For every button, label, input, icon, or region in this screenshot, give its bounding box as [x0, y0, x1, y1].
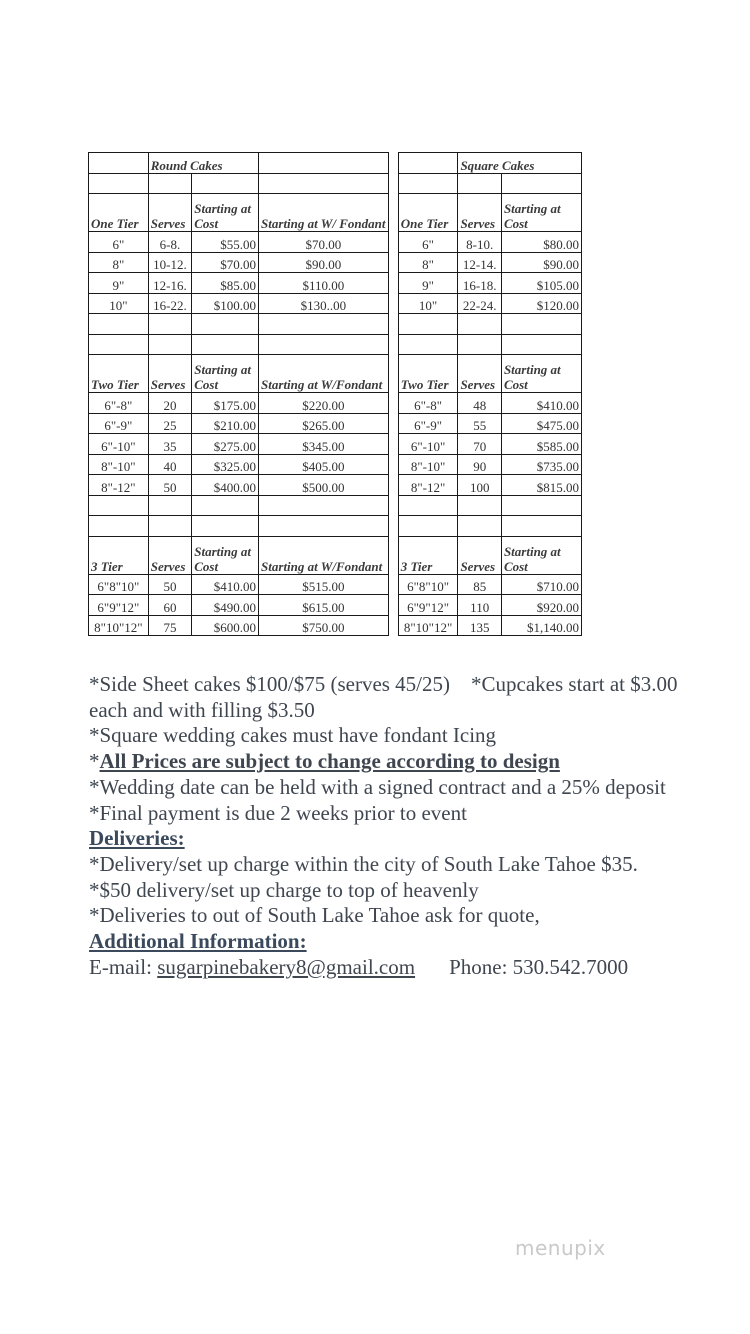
empty-cell	[458, 173, 502, 194]
table-cell: 70	[458, 434, 502, 455]
table-cell: $85.00	[192, 273, 259, 294]
empty-cell	[501, 173, 581, 194]
table-cell: 50	[148, 574, 192, 595]
table-cell: $710.00	[501, 574, 581, 595]
table-cell: $345.00	[259, 434, 389, 455]
empty-cell	[89, 314, 149, 335]
table-row	[89, 413, 582, 434]
column-header: 3 Tier	[398, 536, 458, 574]
additional-info-heading: Additional Information:	[89, 929, 307, 954]
table-cell: $920.00	[501, 595, 581, 616]
table-cell: 100	[458, 475, 502, 496]
table-cell: $265.00	[259, 413, 389, 434]
table-cell: 6"8"10"	[89, 574, 149, 595]
email-link[interactable]: sugarpinebakery8@gmail.com	[157, 954, 416, 979]
table-cell: 6"-8"	[89, 393, 149, 414]
table-cell: 8-10.	[458, 232, 502, 253]
table-cell: 8"-12"	[89, 475, 149, 496]
empty-cell	[458, 495, 502, 516]
table-cell: 6"-10"	[398, 434, 458, 455]
column-gap	[388, 536, 398, 574]
table-cell: $110.00	[259, 273, 389, 294]
table-cell: 6"9"12"	[89, 595, 149, 616]
column-gap	[388, 413, 398, 434]
empty-cell	[398, 153, 458, 174]
table-cell: 110	[458, 595, 502, 616]
column-header: Serves	[458, 194, 502, 232]
column-gap	[388, 516, 398, 537]
table-cell: $600.00	[192, 615, 259, 636]
note-square: *Square wedding cakes must have fondant Icing	[89, 723, 497, 748]
table-cell: $210.00	[192, 413, 259, 434]
menupix-watermark: menupix	[515, 1236, 606, 1260]
empty-cell	[89, 153, 149, 174]
table-cell: $275.00	[192, 434, 259, 455]
table-cell: 135	[458, 615, 502, 636]
blank-row	[89, 173, 582, 194]
column-gap	[388, 194, 398, 232]
table-cell: 6"	[89, 232, 149, 253]
column-gap	[388, 334, 398, 355]
table-cell: 6"-10"	[89, 434, 149, 455]
note-final-payment: *Final payment is due 2 weeks prior to event	[89, 800, 467, 825]
table-cell: 8"	[398, 252, 458, 273]
column-header: Serves	[148, 194, 192, 232]
note-delivery-out: *Deliveries to out of South Lake Tahoe ask for quote,	[89, 903, 540, 928]
cake-price-table	[88, 152, 582, 636]
table-cell: 40	[148, 454, 192, 475]
empty-cell	[89, 495, 149, 516]
section-title-row	[89, 153, 582, 174]
empty-cell	[148, 314, 192, 335]
empty-cell	[501, 516, 581, 537]
empty-cell	[398, 516, 458, 537]
table-cell: $220.00	[259, 393, 389, 414]
column-header: Serves	[148, 536, 192, 574]
table-cell: $500.00	[259, 475, 389, 496]
column-header: Serves	[458, 355, 502, 393]
empty-cell	[192, 314, 259, 335]
column-header: Starting at W/ Fondant	[259, 194, 389, 232]
table-row	[89, 574, 582, 595]
table-cell: 16-18.	[458, 273, 502, 294]
table-cell: $815.00	[501, 475, 581, 496]
column-header: Serves	[458, 536, 502, 574]
column-header: Starting at Cost	[501, 536, 581, 574]
table-cell: 8"-12"	[398, 475, 458, 496]
table-row	[89, 393, 582, 414]
column-header: One Tier	[398, 194, 458, 232]
table-row	[89, 273, 582, 294]
note-side-sheet: *Side Sheet cakes $100/$75 (serves 45/25) *Cupcakes start at $3.00 each and with filling $3.50	[89, 672, 678, 722]
table-cell: 90	[458, 454, 502, 475]
table-row	[89, 232, 582, 253]
table-cell: $130..00	[259, 293, 389, 314]
column-header: 3 Tier	[89, 536, 149, 574]
column-gap	[388, 252, 398, 273]
note-delivery-city: *Delivery/set up charge within the city of South Lake Tahoe $35.	[89, 851, 638, 876]
table-cell: $90.00	[501, 252, 581, 273]
column-gap	[388, 454, 398, 475]
column-gap	[388, 173, 398, 194]
column-header: One Tier	[89, 194, 149, 232]
column-gap	[388, 615, 398, 636]
blank-row	[89, 516, 582, 537]
column-header: Starting at Cost	[192, 536, 259, 574]
empty-cell	[192, 516, 259, 537]
empty-cell	[501, 314, 581, 335]
table-cell: 16-22.	[148, 293, 192, 314]
table-cell: $1,140.00	[501, 615, 581, 636]
table-cell: 6-8.	[148, 232, 192, 253]
table-cell: 75	[148, 615, 192, 636]
table-cell: $175.00	[192, 393, 259, 414]
empty-cell	[192, 173, 259, 194]
column-gap	[388, 574, 398, 595]
blank-row	[89, 495, 582, 516]
header-row	[89, 536, 582, 574]
table-cell: 22-24.	[458, 293, 502, 314]
table-row	[89, 293, 582, 314]
empty-cell	[148, 516, 192, 537]
empty-cell	[89, 334, 149, 355]
column-gap	[388, 595, 398, 616]
table-cell: $325.00	[192, 454, 259, 475]
table-cell: 12-14.	[458, 252, 502, 273]
empty-cell	[148, 334, 192, 355]
empty-cell	[192, 334, 259, 355]
table-cell: 8"-10"	[89, 454, 149, 475]
empty-cell	[259, 314, 389, 335]
table-row	[89, 454, 582, 475]
empty-cell	[398, 314, 458, 335]
empty-cell	[398, 173, 458, 194]
blank-row	[89, 314, 582, 335]
empty-cell	[458, 334, 502, 355]
table-cell: $70.00	[259, 232, 389, 253]
table-cell: 20	[148, 393, 192, 414]
table-cell: 6"-9"	[398, 413, 458, 434]
column-gap	[388, 293, 398, 314]
column-gap	[388, 355, 398, 393]
empty-cell	[458, 314, 502, 335]
column-gap	[388, 475, 398, 496]
empty-cell	[89, 516, 149, 537]
table-cell: 6"	[398, 232, 458, 253]
header-row	[89, 355, 582, 393]
table-cell: $105.00	[501, 273, 581, 294]
empty-cell	[148, 495, 192, 516]
table-cell: $615.00	[259, 595, 389, 616]
note-wedding-date: *Wedding date can be held with a signed contract and a 25% deposit	[89, 774, 666, 799]
table-row	[89, 475, 582, 496]
table-cell: 9"	[398, 273, 458, 294]
table-cell: $90.00	[259, 252, 389, 273]
empty-cell	[259, 516, 389, 537]
table-cell: $405.00	[259, 454, 389, 475]
table-cell: $100.00	[192, 293, 259, 314]
empty-cell	[89, 173, 149, 194]
table-cell: 8"	[89, 252, 149, 273]
empty-cell	[259, 495, 389, 516]
column-header: Starting at W/Fondant	[259, 536, 389, 574]
table-cell: $750.00	[259, 615, 389, 636]
empty-cell	[398, 334, 458, 355]
empty-cell	[259, 334, 389, 355]
table-cell: 9"	[89, 273, 149, 294]
table-cell: 10"	[398, 293, 458, 314]
table-row	[89, 615, 582, 636]
empty-cell	[398, 495, 458, 516]
table-cell: 55	[458, 413, 502, 434]
column-header: Starting at W/Fondant	[259, 355, 389, 393]
column-header: Starting at Cost	[192, 355, 259, 393]
empty-cell	[148, 173, 192, 194]
table-cell: $400.00	[192, 475, 259, 496]
empty-cell	[501, 334, 581, 355]
contact-line: E-mail: sugarpinebakery8@gmail.com Phone: 530.542.7000	[89, 954, 629, 979]
column-header: Two Tier	[398, 355, 458, 393]
table-cell: 50	[148, 475, 192, 496]
note-prices: *All Prices are subject to change according to design	[89, 749, 560, 774]
table-cell: 6"-8"	[398, 393, 458, 414]
column-header: Starting at Cost	[501, 194, 581, 232]
table-cell: 60	[148, 595, 192, 616]
table-cell: 8"-10"	[398, 454, 458, 475]
column-header: Serves	[148, 355, 192, 393]
table-cell: $490.00	[192, 595, 259, 616]
notes-section	[89, 672, 689, 980]
table-cell: 6"9"12"	[398, 595, 458, 616]
column-header: Starting at Cost	[501, 355, 581, 393]
table-cell: 10"	[89, 293, 149, 314]
table-row	[89, 595, 582, 616]
table-cell: 48	[458, 393, 502, 414]
empty-cell	[259, 153, 389, 174]
empty-cell	[259, 173, 389, 194]
table-cell: $515.00	[259, 574, 389, 595]
empty-cell	[458, 516, 502, 537]
table-cell: 25	[148, 413, 192, 434]
column-gap	[388, 314, 398, 335]
round-cakes-title: Round Cakes	[148, 153, 258, 174]
column-gap	[388, 232, 398, 253]
table-cell: 6"8"10"	[398, 574, 458, 595]
table-cell: $410.00	[501, 393, 581, 414]
table-cell: $120.00	[501, 293, 581, 314]
table-cell: 35	[148, 434, 192, 455]
column-gap	[388, 153, 398, 174]
column-gap	[388, 434, 398, 455]
table-cell: 12-16.	[148, 273, 192, 294]
table-cell: $585.00	[501, 434, 581, 455]
note-delivery-heavenly: *$50 delivery/set up charge to top of heavenly	[89, 877, 479, 902]
table-cell: $70.00	[192, 252, 259, 273]
table-cell: 85	[458, 574, 502, 595]
phone-number: Phone: 530.542.7000	[449, 954, 629, 979]
table-cell: $80.00	[501, 232, 581, 253]
empty-cell	[501, 495, 581, 516]
blank-row	[89, 334, 582, 355]
table-cell: $55.00	[192, 232, 259, 253]
column-gap	[388, 495, 398, 516]
table-row	[89, 434, 582, 455]
table-cell: $475.00	[501, 413, 581, 434]
column-header: Starting at Cost	[192, 194, 259, 232]
empty-cell	[192, 495, 259, 516]
table-row	[89, 252, 582, 273]
table-cell: $410.00	[192, 574, 259, 595]
table-cell: 8"10"12"	[89, 615, 149, 636]
table-cell: 6"-9"	[89, 413, 149, 434]
column-header: Two Tier	[89, 355, 149, 393]
header-row	[89, 194, 582, 232]
column-gap	[388, 393, 398, 414]
deliveries-heading: Deliveries:	[89, 826, 185, 851]
table-cell: $735.00	[501, 454, 581, 475]
column-gap	[388, 273, 398, 294]
square-cakes-title: Square Cakes	[458, 153, 582, 174]
table-cell: 8"10"12"	[398, 615, 458, 636]
table-cell: 10-12.	[148, 252, 192, 273]
